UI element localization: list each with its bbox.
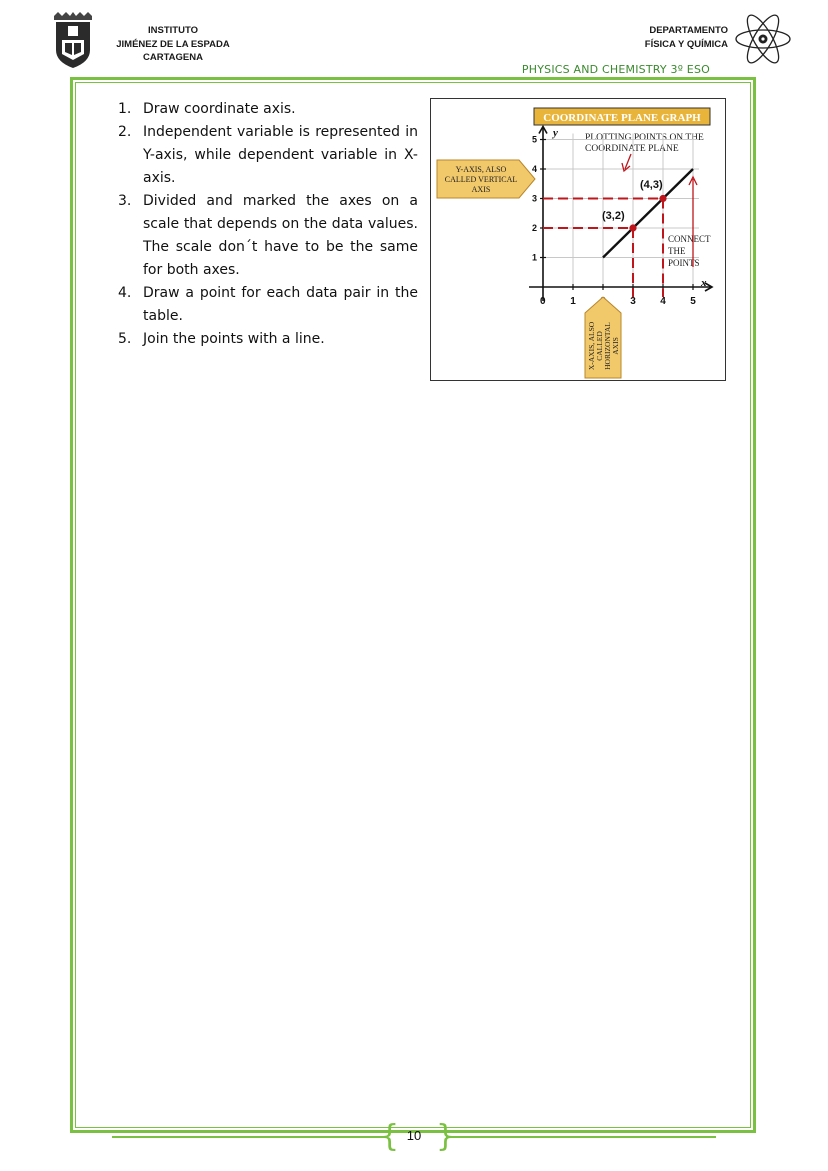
banner-title: COORDINATE PLANE GRAPH [543,112,701,124]
page-header [0,0,828,80]
step-number: 2. [118,124,132,140]
step-text: Join the points with a line. [143,331,325,347]
department-line-1: DEPARTAMENTO [649,25,728,36]
y-callout-line-1: Y-AXIS, ALSO [455,165,507,174]
school-name-line-2: JIMÉNEZ DE LA ESPADA [116,38,230,50]
x-tick-label: 4 [660,296,666,307]
step-number: 5. [118,331,132,347]
x-callout-line-2: CALLED [595,331,604,361]
department-name [645,24,728,52]
y-callout-line-2: CALLED VERTICAL [444,175,518,184]
step-text: Draw coordinate axis. [143,101,296,117]
step-number: 3. [118,193,132,209]
step-text: Draw a point for each data pair in the table. [143,285,418,324]
coordinate-plane-svg [431,99,725,380]
x-callout-line-4: AXIS [611,337,620,355]
footer-rule-left [112,1136,384,1138]
y-axis-letter: y [553,127,558,139]
point-label-3-2: (3,2) [602,210,625,222]
school-crest-icon [52,10,94,70]
y-tick-label: 3 [531,193,537,204]
y-tick-label: 5 [531,134,537,145]
footer-brace-left: { [380,1119,400,1154]
step-text: Independent variable is represented in Y-axis, while dependent variable in X-axis. [143,124,418,186]
connect-line-1: CONNECT [668,234,711,244]
page-number: 10 [406,1128,422,1143]
y-callout-line-3: AXIS [471,185,491,194]
department-line-2: FÍSICA Y QUÍMICA [644,39,728,50]
data-point [629,224,636,231]
data-point [659,195,666,202]
list-item [118,121,418,190]
point-label-4-3: (4,3) [640,179,663,191]
connect-line-3: POINTS [668,258,700,268]
x-tick-label: 5 [690,296,696,307]
x-callout-line-1: X-AXIS, ALSO [587,321,596,371]
steps-list [118,98,418,351]
list-item [118,282,418,328]
school-name-line-3: CARTAGENA [143,52,203,63]
subtitle-line-2: COORDINATE PLANE [585,144,679,154]
list-item [118,98,418,121]
subtitle-line-1: PLOTTING POINTS ON THE [585,133,704,143]
school-name-line-1: INSTITUTO [148,25,198,36]
list-item [118,190,418,282]
coordinate-plane-figure [430,98,726,381]
footer-brace-right: } [436,1119,456,1154]
y-tick-label: 1 [531,252,537,263]
step-number: 1. [118,101,132,117]
connect-line-2: THE [668,246,686,256]
origin-label: 0 [540,296,546,307]
x-callout-line-3: HORIZONTAL [603,322,612,370]
step-text: Divided and marked the axes on a scale that depends on the data values. The scale don´t have to be the same for both axes. [143,193,418,278]
y-tick-label: 2 [531,223,537,233]
school-name [112,24,234,65]
list-item [118,328,418,351]
step-number: 4. [118,285,132,301]
x-tick-label: 1 [570,296,576,307]
y-tick-label: 4 [531,164,537,174]
atom-icon [733,8,793,70]
x-tick-label: 3 [630,296,636,307]
course-label: PHYSICS AND CHEMISTRY 3º ESO [521,63,710,76]
x-axis-letter: x [701,277,707,289]
footer-rule-right [446,1136,716,1138]
